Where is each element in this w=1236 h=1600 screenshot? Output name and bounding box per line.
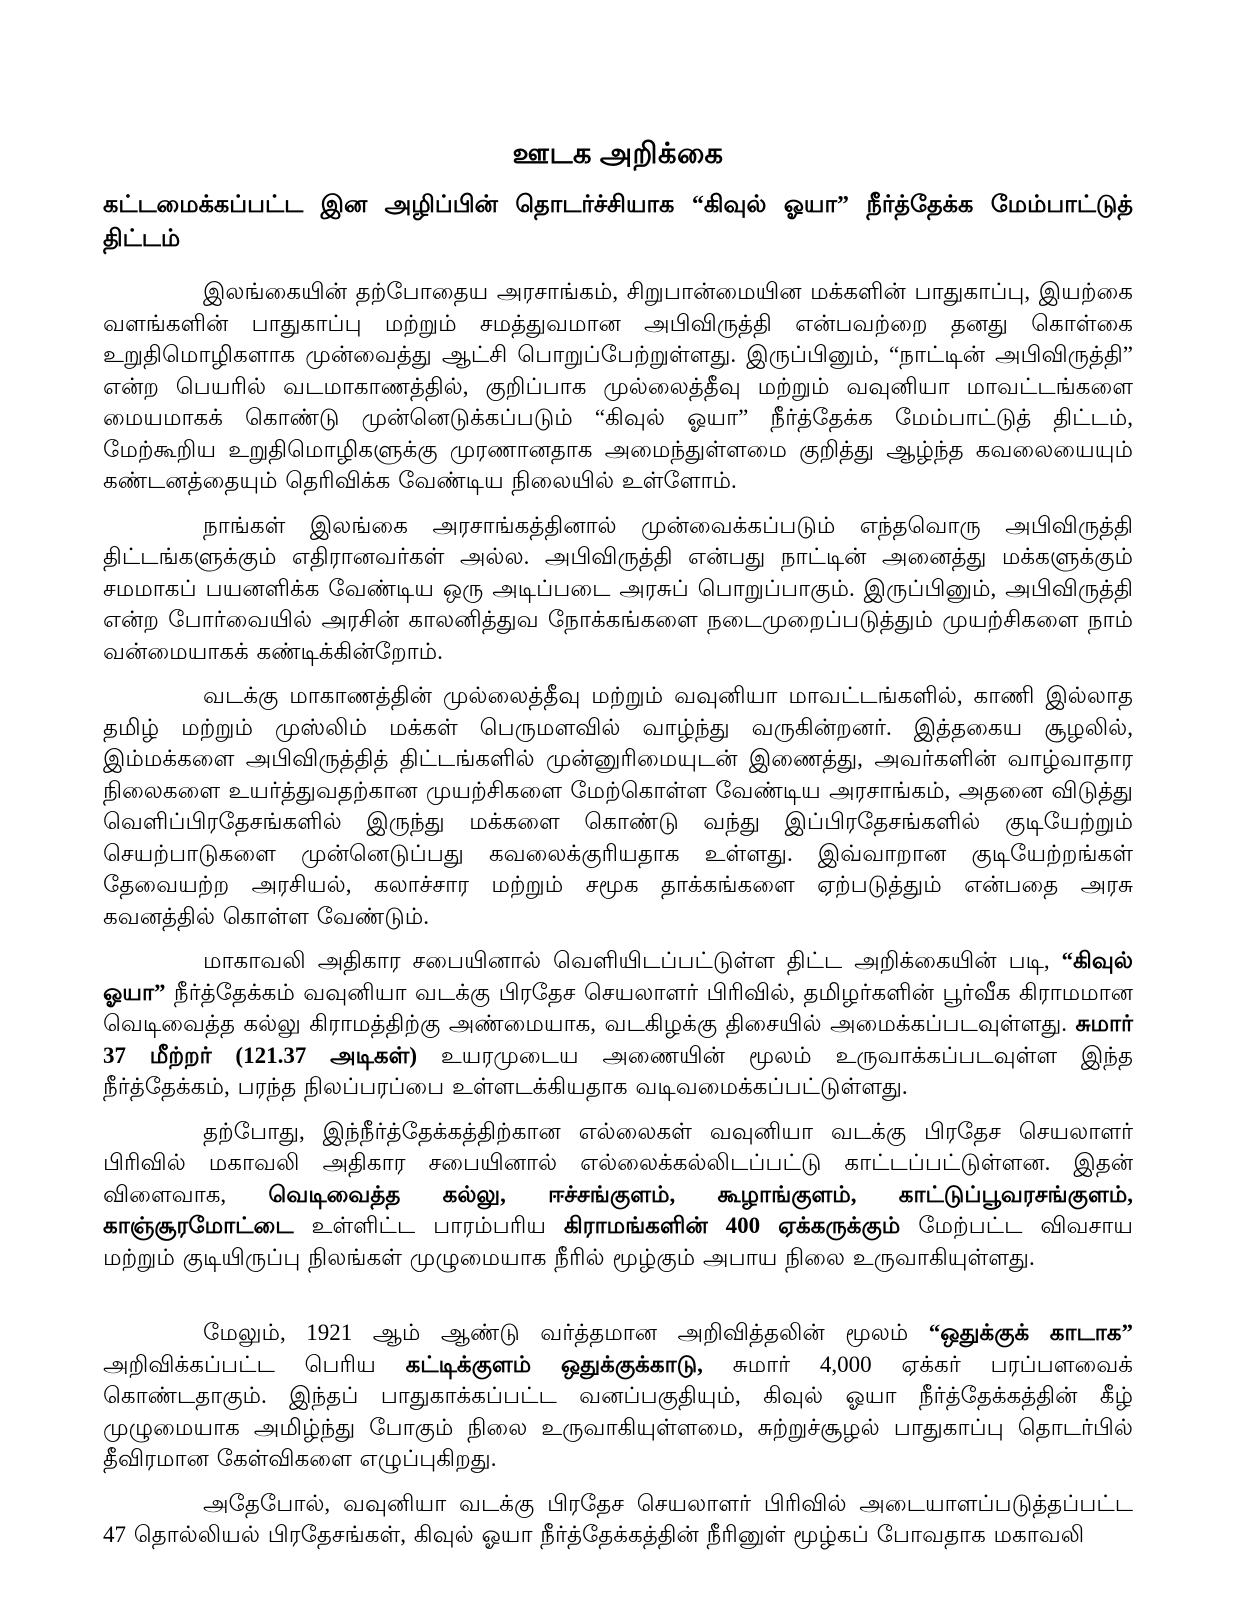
paragraph-1: இலங்கையின் தற்போதைய அரசாங்கம், சிறுபான்மையின மக்களின் பாதுகாப்பு, இயற்கை வளங்களின் பாதுகாப்பு மற்றும் சமத்துவமான அபிவிருத்தி என்பவற்றை தனது கொள்கை உறுதிமொழிகளாக முன்வைத்து ஆட்சி பொறுப்பேற்றுள்ளது. இருப்பினும், “நாட்டின் அபிவிருத்தி” என்ற பெயரில் வடமாகாணத்தில், குறிப்பாக முல்லைத்தீவு மற்றும் வவுனியா மாவட்டங்களை மையமாகக் கொண்டு முன்னெடுக்கப்படும் “கிவுல் ஓயா” நீர்த்தேக்க மேம்பாட்டுத் திட்டம், மேற்கூறிய உறுதிமொழிகளுக்கு முரணானதாக அமைந்துள்ளமை குறித்து ஆழ்ந்த கவலையையும் கண்டனத்தையும் தெரிவிக்க வேண்டிய நிலையில் உள்ளோம்.: [103, 279, 1133, 493]
document-subtitle: கட்டமைக்கப்பட்ட இன அழிப்பின் தொடர்ச்சியாக “கிவுல் ஓயா” நீர்த்தேக்க மேம்பாட்டுத் திட்டம்: [103, 192, 1133, 252]
paragraph-6: மேலும், 1921 ஆம் ஆண்டு வர்த்தமான அறிவித்தலின் மூலம் “ஒதுக்குக் காடாக” அறிவிக்கப்பட்ட பெரிய கட்டிக்குளம் ஒதுக்குக்காடு, சுமார் 4,000 ஏக்கர் பரப்பளவைக் கொண்டதாகும். இந்தப் பாதுகாக்கப்பட்ட வனப்பகுதியும், கிவுல் ஓயா நீர்த்தேக்கத்தின் கீழ் முழுமையாக அமிழ்ந்து போகும் நிலை உருவாகியுள்ளமை, சுற்றுச்சூழல் பாதுகாப்பு தொடர்பில் தீவிரமான கேள்விகளை எழுப்புகிறது.: [103, 1320, 1133, 1471]
paragraph-3: வடக்கு மாகாணத்தின் முல்லைத்தீவு மற்றும் வவுனியா மாவட்டங்களில், காணி இல்லாத தமிழ் மற்றும் முஸ்லிம் மக்கள் பெருமளவில் வாழ்ந்து வருகின்றனர். இத்தகைய சூழலில், இம்மக்களை அபிவிருத்தித் திட்டங்களில் முன்னுரிமையுடன் இணைத்து, அவர்களின் வாழ்வாதார நிலைகளை உயர்த்துவதற்கான முயற்சிகளை மேற்கொள்ள வேண்டிய அரசாங்கம், அதனை விடுத்து வெளிப்பிரதேசங்களில் இருந்து மக்களை கொண்டு வந்து இப்பிரதேசங்களில் குடியேற்றும் செயற்பாடுகளை முன்னெடுப்பது கவலைக்குரியதாக உள்ளது. இவ்வாறான குடியேற்றங்கள் தேவையற்ற அரசியல், கலாச்சார மற்றும் சமூக தாக்கங்களை ஏற்படுத்தும் என்பதை அரசு கவனத்தில் கொள்ள வேண்டும்.: [103, 683, 1133, 929]
paragraph-5: தற்போது, இந்நீர்த்தேக்கத்திற்கான எல்லைகள் வவுனியா வடக்கு பிரதேச செயலாளர் பிரிவில் மகாவலி அதிகார சபையினால் எல்லைக்கல்லிடப்பட்டு காட்டப்பட்டுள்ளன. இதன் விளைவாக, வெடிவைத்த கல்லு, ஈச்சங்குளம், கூழாங்குளம், காட்டுப்பூவரசங்குளம், காஞ்சூரமோட்டை உள்ளிட்ட பாரம்பரிய கிராமங்களின் 400 ஏக்கருக்கும் மேற்பட்ட விவசாய மற்றும் குடியிருப்பு நிலங்கள் முழுமையாக நீரில் மூழ்கும் அபாய நிலை உருவாகியுள்ளது.: [103, 1118, 1133, 1270]
document-body: [103, 276, 1133, 1551]
paragraph-7: அதேபோல், வவுனியா வடக்கு பிரதேச செயலாளர் பிரிவில் அடையாளப்படுத்தப்பட்ட 47 தொல்லியல் பிரதேசங்கள், கிவுல் ஓயா நீர்த்தேக்கத்தின் நீரினுள் மூழ்கப் போவதாக மகாவலி: [103, 1490, 1133, 1547]
paragraph-2: நாங்கள் இலங்கை அரசாங்கத்தினால் முன்வைக்கப்படும் எந்தவொரு அபிவிருத்தி திட்டங்களுக்கும் எதிரானவர்கள் அல்ல. அபிவிருத்தி என்பது நாட்டின் அனைத்து மக்களுக்கும் சமமாகப் பயனளிக்க வேண்டிய ஒரு அடிப்படை அரசுப் பொறுப்பாகும். இருப்பினும், அபிவிருத்தி என்ற போர்வையில் அரசின் காலனித்துவ நோக்கங்களை நடைமுறைப்படுத்தும் முயற்சிகளை நாம் வன்மையாகக் கண்டிக்கின்றோம்.: [103, 512, 1133, 664]
paragraph-4: மாகாவலி அதிகார சபையினால் வெளியிடப்பட்டுள்ள திட்ட அறிக்கையின் படி, “கிவுல் ஓயா” நீர்த்தேக்கம் வவுனியா வடக்கு பிரதேச செயலாளர் பிரிவில், தமிழர்களின் பூர்வீக கிராமமான வெடிவைத்த கல்லு கிராமத்திற்கு அண்மையாக, வடகிழக்கு திசையில் அமைக்கப்படவுள்ளது. சுமார் 37 மீற்றர் (121.37 அடிகள்) உயரமுடைய அணையின் மூலம் உருவாக்கப்படவுள்ள இந்த நீர்த்தேக்கம், பரந்த நிலப்பரப்பை உள்ளடக்கியதாக வடிவமைக்கப்பட்டுள்ளது.: [103, 948, 1133, 1099]
document-title: ஊடக அறிக்கை: [512, 138, 724, 170]
